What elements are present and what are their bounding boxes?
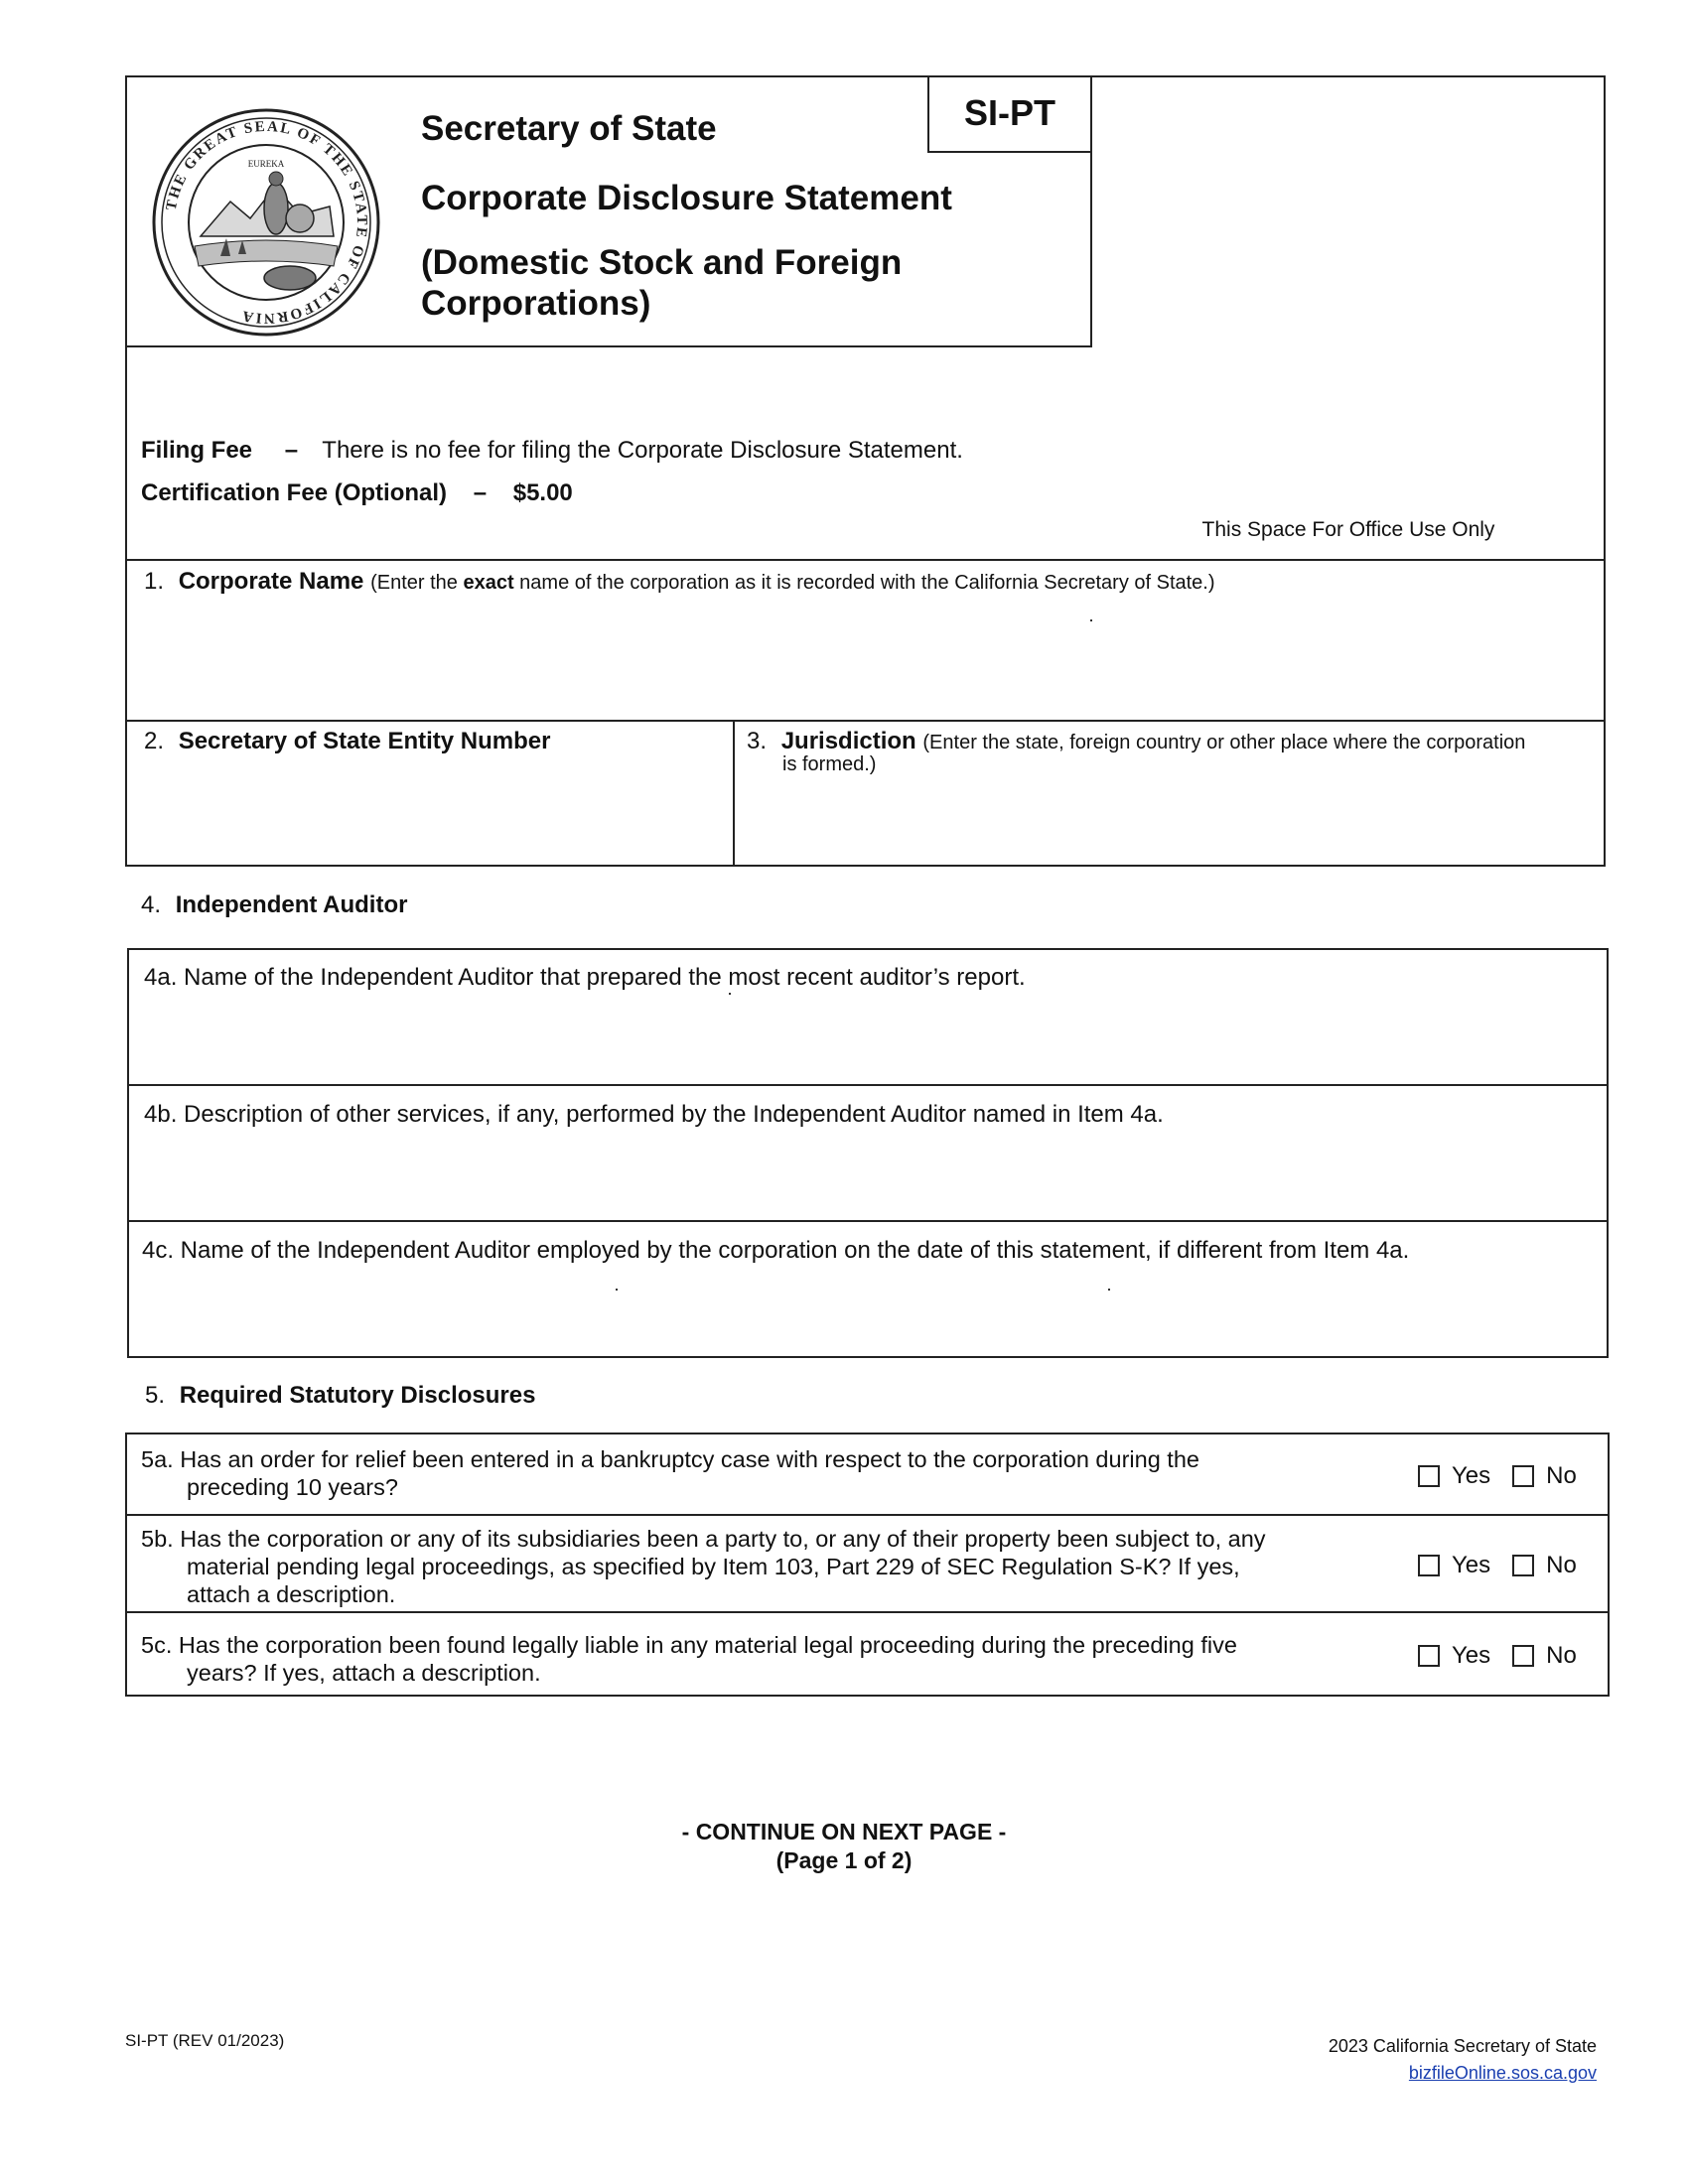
corporate-name-label [144, 568, 1215, 596]
item1-hint-bold: exact [463, 572, 514, 594]
no-label-5c: No [1546, 1642, 1577, 1669]
no-label-5a: No [1546, 1462, 1577, 1489]
question-5c-line2: years? If yes, attach a description. [187, 1660, 541, 1686]
question-5b-line1: 5b. Has the corporation or any of its subsidiaries been a party to, or any of their property been subject to, any [141, 1526, 1266, 1552]
question-5a [141, 1445, 1382, 1501]
filing-fee-label: Filing Fee [141, 437, 253, 464]
certification-fee-label: Certification Fee (Optional) [141, 479, 448, 506]
filing-fee-dash: – [284, 437, 299, 464]
entity-number-label [144, 728, 550, 755]
item2-label: Secretary of State Entity Number [178, 728, 551, 754]
yes-checkbox-5c[interactable] [1418, 1645, 1440, 1667]
yes-checkbox-5a[interactable] [1418, 1465, 1440, 1487]
certification-fee-line [141, 479, 573, 507]
office-use-note: This Space For Office Use Only [1201, 518, 1495, 541]
answer-5c [1418, 1642, 1577, 1670]
jurisdiction-label [747, 728, 1525, 755]
yes-label-5c: Yes [1452, 1642, 1491, 1669]
form-subtitle: (Domestic Stock and Foreign Corporations) [421, 243, 903, 323]
answer-5b [1418, 1552, 1577, 1579]
question-5b-line3: attach a description. [187, 1581, 396, 1607]
item3-hint-line2: is formed.) [782, 753, 877, 775]
page-number: (Page 1 of 2) [775, 1847, 913, 1873]
item5-label: Required Statutory Disclosures [179, 1382, 536, 1409]
certification-fee-dash: – [473, 479, 488, 506]
office-use-box [1090, 75, 1606, 561]
item1-hint-post: name of the corporation as it is recorded with the California Secretary of State.) [513, 572, 1215, 594]
website-link[interactable]: bizfileOnline.sos.ca.gov [1408, 2063, 1597, 2083]
question-5c-line1: 5c. Has the corporation been found legally liable in any material legal proceeding during the preceding five [141, 1632, 1237, 1658]
no-checkbox-5b[interactable] [1512, 1555, 1534, 1576]
auditor-4b-text: 4b. Description of other services, if any, performed by the Independent Auditor named in Item 4a. [144, 1101, 1164, 1128]
continue-notice: - CONTINUE ON NEXT PAGE - [681, 1819, 1007, 1844]
item1-hint-pre: (Enter the [370, 572, 464, 594]
question-5c [141, 1631, 1382, 1687]
question-5a-line2: preceding 10 years? [187, 1474, 398, 1500]
question-5b [141, 1525, 1382, 1608]
item3-hint-line1: (Enter the state, foreign country or other place where the corporation [922, 732, 1526, 753]
item1-label: Corporate Name [178, 568, 364, 595]
certification-fee-amount: $5.00 [512, 479, 573, 506]
question-5a-line1: 5a. Has an order for relief been entered in a bankruptcy case with respect to the corporation during the [141, 1446, 1199, 1472]
stray-mark [1090, 619, 1092, 621]
yes-checkbox-5b[interactable] [1418, 1555, 1440, 1576]
form-title: Corporate Disclosure Statement [421, 179, 952, 217]
form-id: SI-PT [927, 75, 1090, 153]
no-checkbox-5c[interactable] [1512, 1645, 1534, 1667]
independent-auditor-heading [141, 891, 407, 919]
item3-label: Jurisdiction [780, 728, 916, 754]
item1-number: 1. [144, 568, 165, 595]
question-5b-line2: material pending legal proceedings, as specified by Item 103, Part 229 of SEC Regulation S-K? If yes, [187, 1554, 1240, 1579]
auditor-4a-text: 4a. Name of the Independent Auditor that prepared the most recent auditor’s report. [144, 964, 1026, 991]
stray-mark [1108, 1289, 1110, 1291]
yes-label-5b: Yes [1452, 1552, 1491, 1578]
filing-fee-text: There is no fee for filing the Corporate Disclosure Statement. [322, 437, 963, 464]
stray-mark [616, 1289, 618, 1291]
footer-right [1271, 2033, 1597, 2087]
item3-number: 3. [747, 728, 768, 754]
item2-number: 2. [144, 728, 165, 754]
yes-label-5a: Yes [1452, 1462, 1491, 1489]
item4-label: Independent Auditor [175, 891, 408, 918]
item1-hint [370, 572, 1214, 594]
filing-fee-line [141, 437, 963, 465]
copyright: 2023 California Secretary of State [1328, 2036, 1597, 2056]
no-label-5b: No [1546, 1552, 1577, 1578]
no-checkbox-5a[interactable] [1512, 1465, 1534, 1487]
stray-mark [729, 993, 731, 995]
seal-text: THE GREAT SEAL OF THE STATE OF CALIFORNIA [163, 118, 370, 327]
item4-number: 4. [141, 891, 162, 918]
form-revision: SI-PT (REV 01/2023) [125, 2031, 285, 2050]
agency-name: Secretary of State [421, 109, 717, 148]
answer-5a [1418, 1462, 1577, 1490]
statutory-disclosures-heading [145, 1382, 535, 1410]
seal-motto: EUREKA [247, 159, 285, 169]
california-seal-icon [151, 107, 381, 338]
item5-number: 5. [145, 1382, 166, 1409]
auditor-4c-text: 4c. Name of the Independent Auditor employed by the corporation on the date of this statement, if different from Item 4a. [142, 1237, 1410, 1264]
